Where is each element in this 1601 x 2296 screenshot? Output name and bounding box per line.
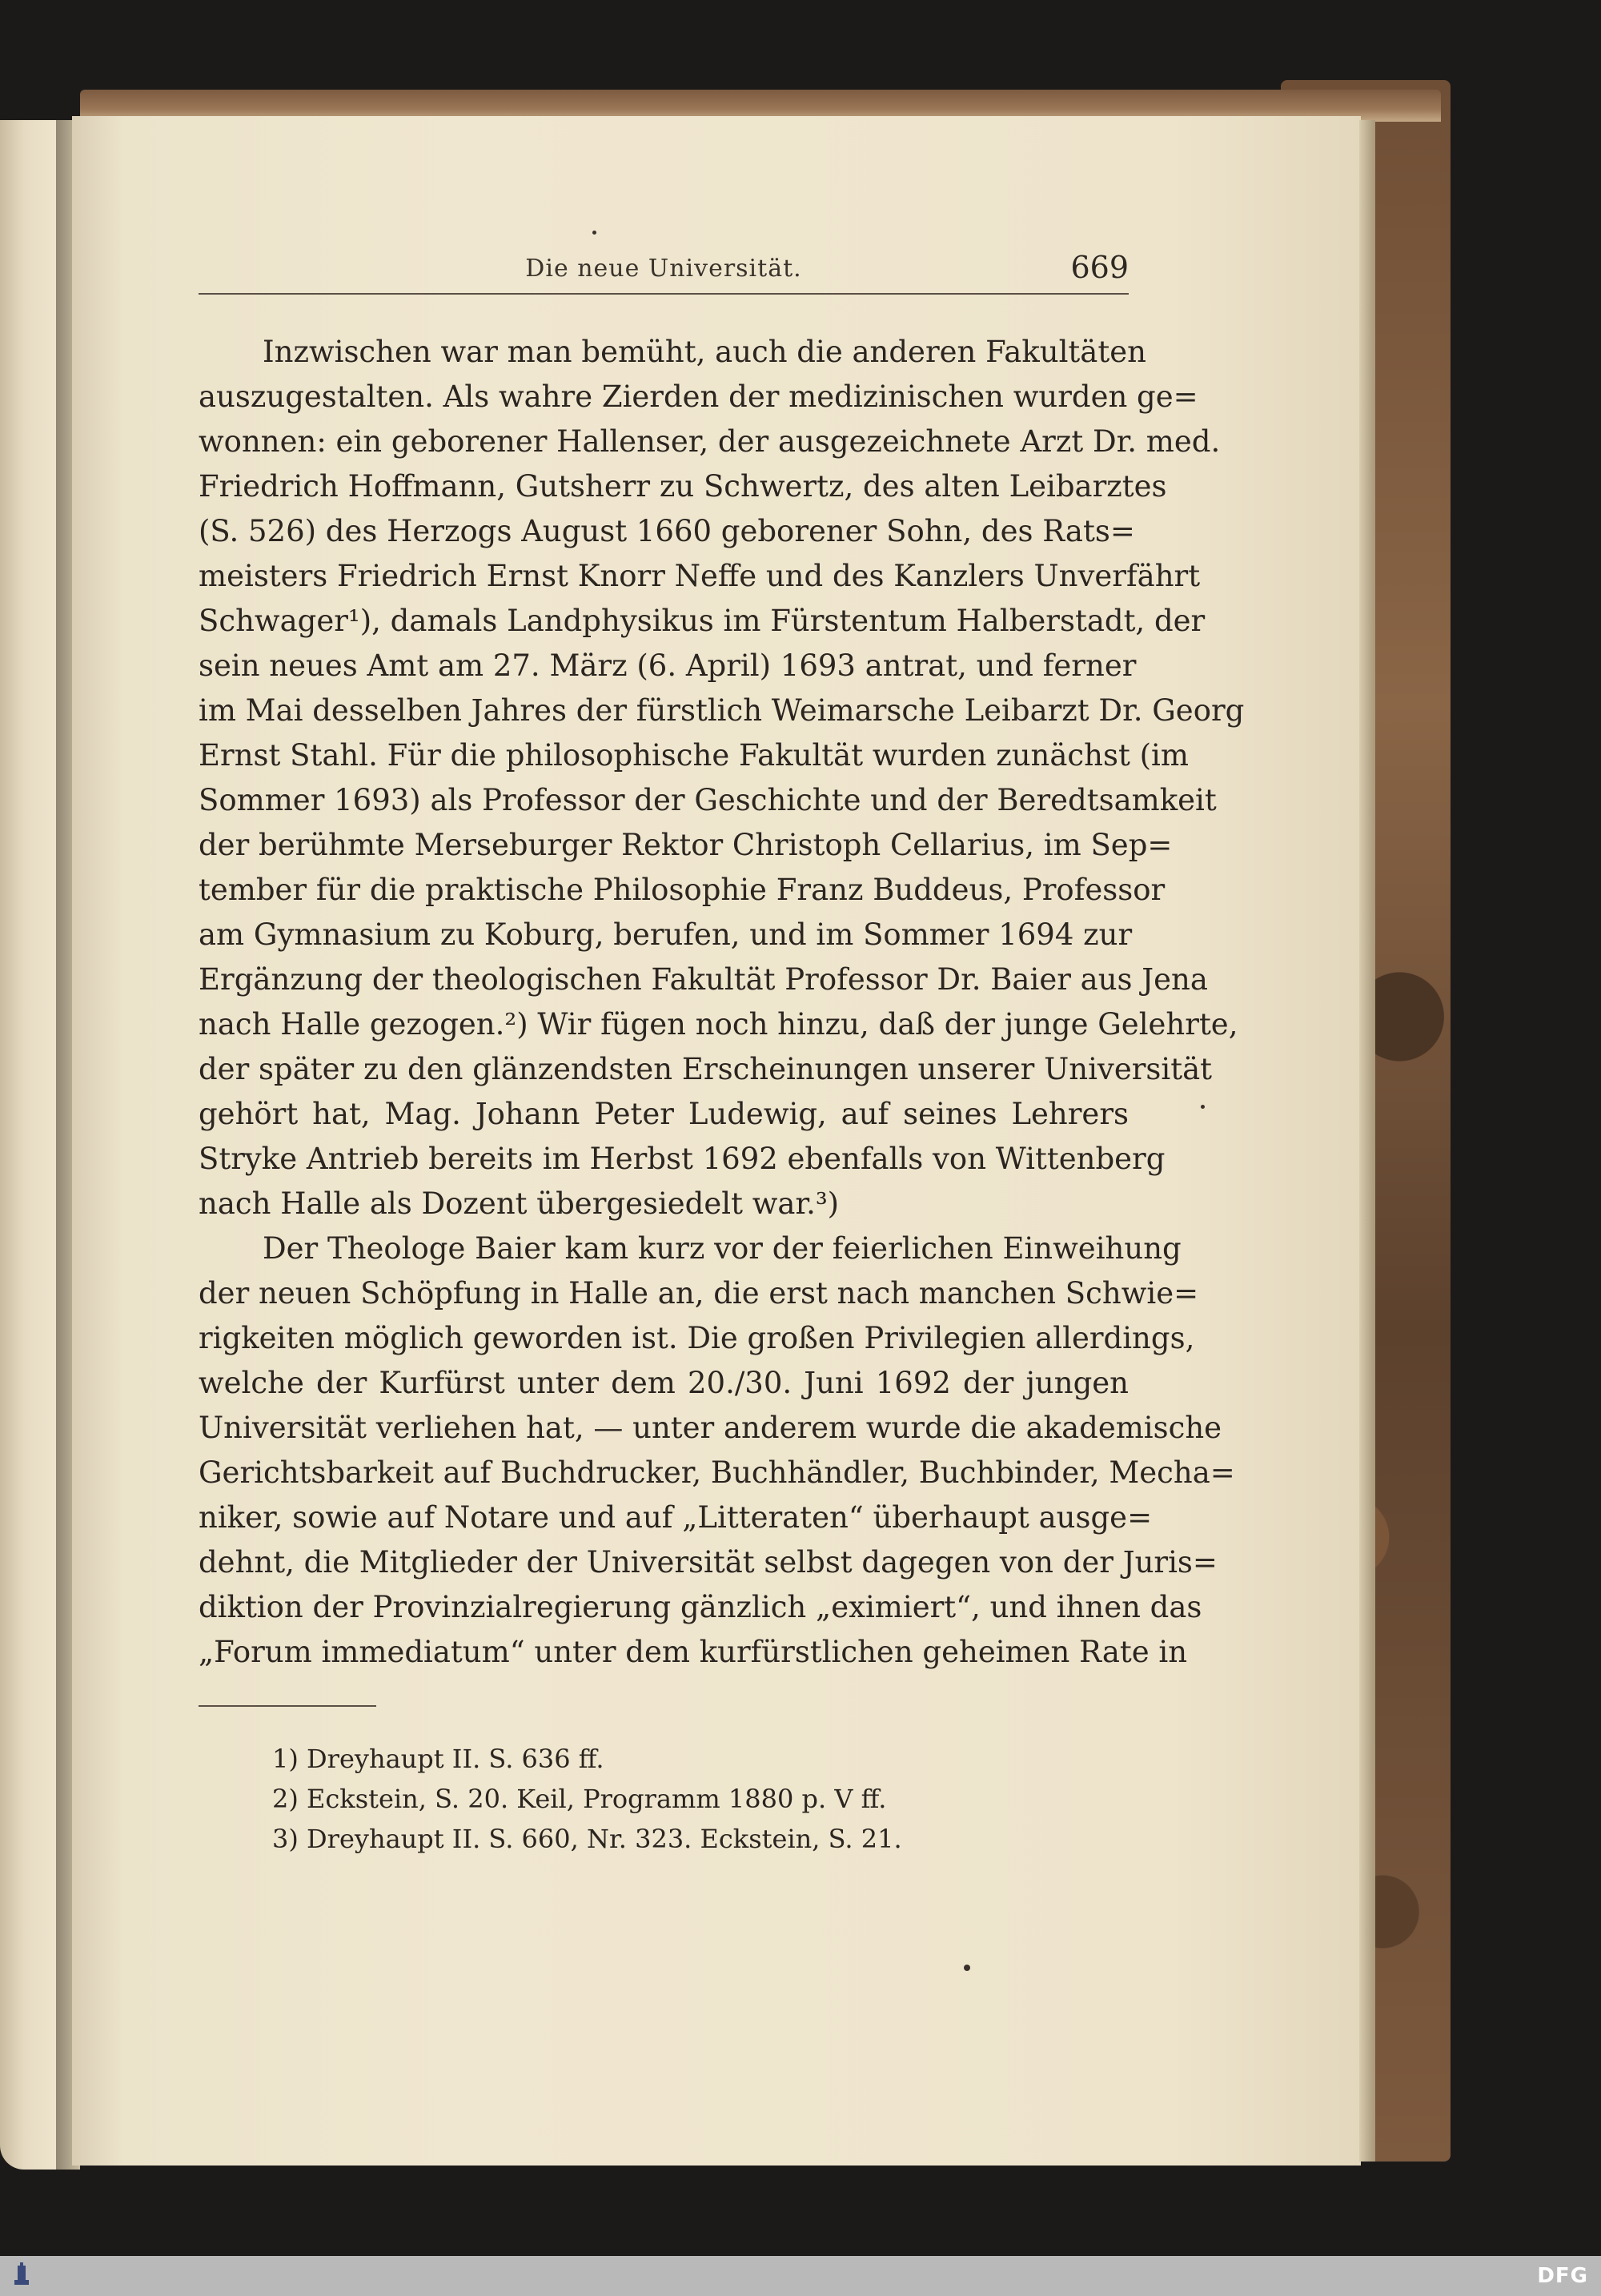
header-rule [199, 293, 1129, 295]
text-line: auszugestalten. Als wahre Zierden der medizinischen wurden ge= [199, 379, 1198, 414]
text-line: gehört hat, Mag. Johann Peter Ludewig, auf seines Lehrers [199, 1097, 1129, 1131]
text-line: Ergänzung der theologischen Fakultät Professor Dr. Baier aus Jena [199, 962, 1208, 997]
page-header [199, 250, 1129, 290]
text-line: der neuen Schöpfung in Halle an, die erst nach manchen Schwie= [199, 1276, 1199, 1311]
footnote: 1) Dreyhaupt II. S. 636 ff. [272, 1744, 604, 1774]
body-text [199, 330, 1245, 1675]
text-line: niker, sowie auf Notare und auf „Litteraten“ überhaupt ausge= [199, 1500, 1153, 1535]
running-title: Die neue Universität. [525, 255, 802, 283]
facing-page-edge [0, 120, 60, 2170]
text-line: im Mai desselben Jahres der fürstlich Weimarsche Leibarzt Dr. Georg [199, 693, 1245, 728]
paper-speck [1201, 1105, 1205, 1109]
text-line: Friedrich Hoffmann, Gutsherr zu Schwertz, des alten Leibarztes [199, 469, 1167, 504]
footnote: 2) Eckstein, S. 20. Keil, Programm 1880 p. V ff. [272, 1784, 887, 1814]
text-line: (S. 526) des Herzogs August 1660 geborener Sohn, des Rats= [199, 514, 1135, 548]
text-line: Inzwischen war man bemüht, auch die anderen Fakultäten [263, 335, 1146, 369]
text-line: nach Halle gezogen.²) Wir fügen noch hinzu, daß der junge Gelehrte, [199, 1007, 1238, 1042]
text-line: Ernst Stahl. Für die philosophische Fakultät wurden zunächst (im [199, 738, 1189, 773]
viewer-footer-bar [0, 2256, 1601, 2296]
dfg-logo: DFG [1537, 2264, 1588, 2288]
text-line: tember für die praktische Philosophie Franz Buddeus, Professor [199, 873, 1166, 907]
text-line: wonnen: ein geborener Hallenser, der ausgezeichnete Arzt Dr. med. [199, 424, 1221, 459]
page-number: 669 [1070, 250, 1129, 285]
text-line: Stryke Antrieb bereits im Herbst 1692 ebenfalls von Wittenberg [199, 1142, 1166, 1176]
text-line: dehnt, die Mitglieder der Universität selbst dagegen von der Juris= [199, 1545, 1218, 1580]
page-fore-edge [1359, 120, 1375, 2162]
text-line: der berühmte Merseburger Rektor Christoph Cellarius, im Sep= [199, 828, 1173, 862]
text-line: nach Halle als Dozent übergesiedelt war.³) [199, 1186, 840, 1221]
footnote: 3) Dreyhaupt II. S. 660, Nr. 323. Eckstein, S. 21. [272, 1824, 902, 1854]
paper-speck [592, 231, 596, 235]
text-line: der später zu den glänzendsten Erscheinungen unserer Universität [199, 1052, 1213, 1086]
text-line: Sommer 1693) als Professor der Geschichte und der Beredtsamkeit [199, 783, 1217, 817]
text-line: diktion der Provinzialregierung gänzlich „eximiert“, und ihnen das [199, 1590, 1202, 1624]
text-line: rigkeiten möglich geworden ist. Die großen Privilegien allerdings, [199, 1321, 1195, 1355]
paper-speck [964, 1965, 970, 1971]
text-line: meisters Friedrich Ernst Knorr Neffe und des Kanzlers Unverfährt [199, 559, 1201, 593]
text-line: Gerichtsbarkeit auf Buchdrucker, Buchhändler, Buchbinder, Mecha= [199, 1455, 1235, 1490]
text-line: „Forum immediatum“ unter dem kurfürstlichen geheimen Rate in [199, 1635, 1188, 1669]
footnote-rule [199, 1705, 376, 1707]
text-line: Der Theologe Baier kam kurz vor der feierlichen Einweihung [263, 1231, 1182, 1266]
text-line: sein neues Amt am 27. März (6. April) 1693 antrat, und ferner [199, 648, 1137, 683]
text-line: am Gymnasium zu Koburg, berufen, und im Sommer 1694 zur [199, 917, 1133, 952]
text-line: Universität verliehen hat, — unter anderem wurde die akademische [199, 1411, 1222, 1445]
library-logo-icon [10, 2262, 34, 2290]
text-line: Schwager¹), damals Landphysikus im Fürstentum Halberstadt, der [199, 604, 1206, 638]
footnotes [272, 1739, 1073, 1859]
text-line: welche der Kurfürst unter dem 20./30. Juni 1692 der jungen [199, 1366, 1129, 1400]
